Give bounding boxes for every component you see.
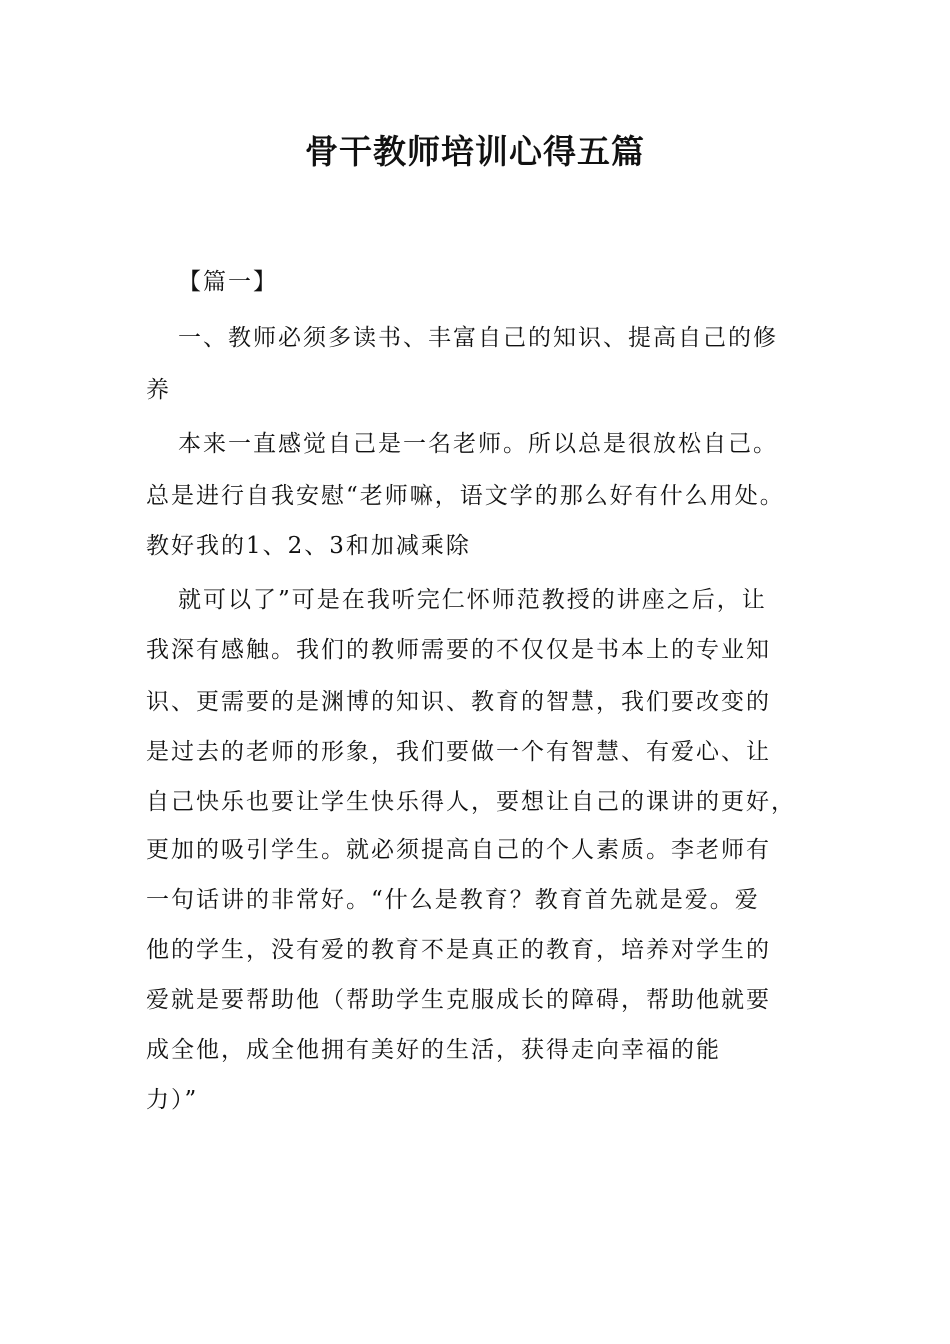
- paragraph-line: 教好我的1、2、3和加减乘除: [146, 533, 471, 559]
- section-label: 【篇一】: [178, 269, 278, 295]
- paragraph-line: 更加的吸引学生。就必须提高自己的个人素质。李老师有: [146, 837, 771, 863]
- section-heading-line: 一、教师必须多读书、丰富自己的知识、提高自己的修: [178, 325, 778, 351]
- section-heading-line: 养: [146, 377, 171, 403]
- paragraph-line: 自己快乐也要让学生快乐得人，要想让自己的课讲的更好，: [146, 789, 796, 815]
- document-title: 骨干教师培训心得五篇: [305, 132, 645, 171]
- paragraph-line: 本来一直感觉自己是一名老师。所以总是很放松自己。: [178, 431, 778, 457]
- paragraph-line: 爱就是要帮助他（帮助学生克服成长的障碍，帮助他就要: [146, 987, 771, 1013]
- paragraph-line: 是过去的老师的形象，我们要做一个有智慧、有爱心、让: [146, 739, 771, 765]
- paragraph-line: 识、更需要的是渊博的知识、教育的智慧，我们要改变的: [146, 689, 771, 715]
- paragraph-line: 我深有感触。我们的教师需要的不仅仅是书本上的专业知: [146, 637, 771, 663]
- paragraph-line: 就可以了”可是在我听完仁怀师范教授的讲座之后，让: [178, 587, 767, 613]
- paragraph-line: 成全他，成全他拥有美好的生活，获得走向幸福的能: [146, 1037, 721, 1063]
- paragraph-line: 他的学生，没有爱的教育不是真正的教育，培养对学生的: [146, 937, 771, 963]
- paragraph-line: 一句话讲的非常好。“什么是教育？教育首先就是爱。爱: [146, 887, 760, 913]
- paragraph-line: 力）”: [146, 1087, 199, 1113]
- paragraph-line: 总是进行自我安慰“老师嘛，语文学的那么好有什么用处。: [146, 483, 785, 509]
